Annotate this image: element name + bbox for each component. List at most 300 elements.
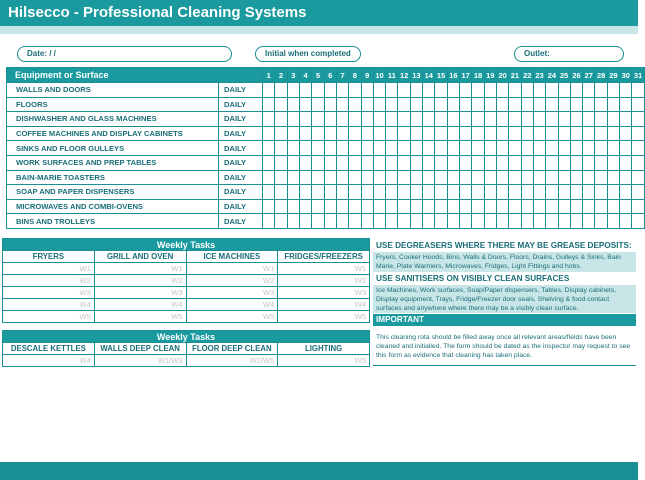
initial-cell[interactable] (299, 214, 311, 229)
initial-cell[interactable] (447, 185, 459, 200)
initial-cell[interactable] (410, 112, 422, 127)
initial-cell[interactable] (620, 170, 632, 185)
initial-cell[interactable] (398, 185, 410, 200)
initial-cell[interactable] (361, 141, 373, 156)
initial-cell[interactable] (361, 112, 373, 127)
initial-cell[interactable] (496, 83, 508, 98)
initial-cell[interactable] (632, 214, 644, 229)
initial-cell[interactable] (312, 141, 324, 156)
initial-cell[interactable] (435, 112, 447, 127)
initial-cell[interactable] (496, 141, 508, 156)
initial-cell[interactable] (312, 214, 324, 229)
initial-cell[interactable] (361, 97, 373, 112)
initial-cell[interactable] (386, 83, 398, 98)
initial-cell[interactable] (607, 112, 619, 127)
initial-cell[interactable] (620, 214, 632, 229)
week-cell[interactable]: W3 (94, 287, 186, 299)
initial-cell[interactable] (423, 214, 435, 229)
week-cell[interactable]: W2 (94, 275, 186, 287)
initial-cell[interactable] (410, 170, 422, 185)
initial-cell[interactable] (349, 170, 361, 185)
initial-cell[interactable] (558, 112, 570, 127)
initial-cell[interactable] (496, 126, 508, 141)
initial-cell[interactable] (496, 155, 508, 170)
initial-cell[interactable] (533, 155, 545, 170)
initial-cell[interactable] (349, 141, 361, 156)
initial-cell[interactable] (410, 214, 422, 229)
initial-cell[interactable] (460, 83, 472, 98)
initial-cell[interactable] (373, 112, 385, 127)
initial-cell[interactable] (509, 185, 521, 200)
initial-cell[interactable] (558, 170, 570, 185)
initial-cell[interactable] (583, 185, 595, 200)
initial-cell[interactable] (546, 170, 558, 185)
initial-cell[interactable] (312, 185, 324, 200)
initial-cell[interactable] (521, 214, 533, 229)
initial-cell[interactable] (299, 170, 311, 185)
initial-cell[interactable] (607, 97, 619, 112)
initial-cell[interactable] (496, 112, 508, 127)
week-cell[interactable]: W2/W5 (186, 355, 278, 367)
initial-cell[interactable] (607, 214, 619, 229)
initial-cell[interactable] (570, 112, 582, 127)
initial-cell[interactable] (620, 97, 632, 112)
initial-cell[interactable] (620, 199, 632, 214)
week-cell[interactable]: W1 (278, 263, 370, 275)
initial-cell[interactable] (558, 141, 570, 156)
initial-cell[interactable] (386, 97, 398, 112)
initial-cell[interactable] (349, 97, 361, 112)
initial-cell[interactable] (583, 155, 595, 170)
initial-cell[interactable] (570, 83, 582, 98)
initial-cell[interactable] (570, 170, 582, 185)
initial-cell[interactable] (299, 185, 311, 200)
initial-cell[interactable] (533, 97, 545, 112)
initial-cell[interactable] (509, 155, 521, 170)
initial-cell[interactable] (349, 199, 361, 214)
initial-cell[interactable] (287, 199, 299, 214)
initial-cell[interactable] (460, 97, 472, 112)
week-cell[interactable]: W5 (94, 311, 186, 323)
initial-cell[interactable] (607, 126, 619, 141)
initial-cell[interactable] (472, 199, 484, 214)
initial-cell[interactable] (423, 155, 435, 170)
initial-cell[interactable] (509, 141, 521, 156)
initial-cell[interactable] (447, 155, 459, 170)
initial-cell[interactable] (349, 126, 361, 141)
initial-cell[interactable] (435, 214, 447, 229)
initial-cell[interactable] (583, 97, 595, 112)
week-cell[interactable]: W3 (278, 287, 370, 299)
initial-cell[interactable] (607, 83, 619, 98)
initial-cell[interactable] (533, 112, 545, 127)
initial-cell[interactable] (533, 83, 545, 98)
initial-cell[interactable] (263, 199, 275, 214)
initial-cell[interactable] (398, 199, 410, 214)
initial-cell[interactable] (299, 141, 311, 156)
initial-cell[interactable] (373, 83, 385, 98)
week-cell[interactable]: W1 (3, 263, 95, 275)
initial-cell[interactable] (398, 97, 410, 112)
initial-cell[interactable] (312, 155, 324, 170)
initial-cell[interactable] (521, 126, 533, 141)
initial-cell[interactable] (472, 141, 484, 156)
initial-cell[interactable] (472, 185, 484, 200)
date-field[interactable]: Date: / / (17, 46, 232, 62)
initial-cell[interactable] (423, 185, 435, 200)
initial-cell[interactable] (583, 126, 595, 141)
initial-cell[interactable] (558, 126, 570, 141)
initial-cell[interactable] (435, 155, 447, 170)
initial-cell[interactable] (447, 141, 459, 156)
initial-cell[interactable] (632, 185, 644, 200)
initial-cell[interactable] (546, 97, 558, 112)
initial-cell[interactable] (410, 199, 422, 214)
initial-cell[interactable] (312, 199, 324, 214)
initial-cell[interactable] (336, 214, 348, 229)
initial-cell[interactable] (287, 141, 299, 156)
initial-cell[interactable] (460, 170, 472, 185)
initial-cell[interactable] (632, 126, 644, 141)
initial-cell[interactable] (263, 112, 275, 127)
initial-cell[interactable] (484, 83, 496, 98)
initial-cell[interactable] (299, 126, 311, 141)
initial-cell[interactable] (386, 155, 398, 170)
initial-cell[interactable] (484, 97, 496, 112)
initial-cell[interactable] (410, 126, 422, 141)
initial-cell[interactable] (336, 97, 348, 112)
initial-cell[interactable] (632, 199, 644, 214)
week-cell[interactable]: W2 (278, 275, 370, 287)
initial-cell[interactable] (472, 126, 484, 141)
initial-cell[interactable] (447, 112, 459, 127)
initial-cell[interactable] (410, 141, 422, 156)
week-cell[interactable]: W4 (186, 299, 278, 311)
initial-cell[interactable] (484, 214, 496, 229)
initial-cell[interactable] (312, 83, 324, 98)
initial-cell[interactable] (263, 185, 275, 200)
initial-cell[interactable] (484, 126, 496, 141)
initial-cell[interactable] (558, 83, 570, 98)
initial-cell[interactable] (509, 199, 521, 214)
week-cell[interactable]: W4 (3, 355, 95, 367)
initial-cell[interactable] (324, 214, 336, 229)
initial-cell[interactable] (410, 83, 422, 98)
initial-cell[interactable] (287, 214, 299, 229)
initial-cell[interactable] (361, 170, 373, 185)
initial-cell[interactable] (607, 185, 619, 200)
initial-cell[interactable] (533, 185, 545, 200)
initial-cell[interactable] (373, 199, 385, 214)
initial-cell[interactable] (275, 126, 287, 141)
initial-cell[interactable] (583, 199, 595, 214)
initial-cell[interactable] (546, 126, 558, 141)
initial-cell[interactable] (509, 112, 521, 127)
initial-cell[interactable] (496, 170, 508, 185)
initial-cell[interactable] (496, 97, 508, 112)
initial-cell[interactable] (558, 199, 570, 214)
initial-cell[interactable] (349, 112, 361, 127)
initial-cell[interactable] (509, 214, 521, 229)
initial-cell[interactable] (263, 214, 275, 229)
initial-cell[interactable] (447, 170, 459, 185)
initial-cell[interactable] (349, 185, 361, 200)
initial-cell[interactable] (349, 83, 361, 98)
initial-cell[interactable] (583, 141, 595, 156)
initial-cell[interactable] (558, 214, 570, 229)
initial-cell[interactable] (620, 141, 632, 156)
initial-cell[interactable] (336, 112, 348, 127)
initial-cell[interactable] (595, 112, 607, 127)
initial-cell[interactable] (324, 170, 336, 185)
initial-cell[interactable] (336, 155, 348, 170)
initial-cell[interactable] (484, 155, 496, 170)
initial-cell[interactable] (287, 112, 299, 127)
initial-cell[interactable] (509, 83, 521, 98)
initial-cell[interactable] (533, 126, 545, 141)
initial-cell[interactable] (533, 199, 545, 214)
initial-cell[interactable] (423, 83, 435, 98)
initial-cell[interactable] (484, 199, 496, 214)
initial-cell[interactable] (373, 97, 385, 112)
initial-cell[interactable] (620, 155, 632, 170)
initial-cell[interactable] (275, 141, 287, 156)
initial-cell[interactable] (472, 83, 484, 98)
initial-cell[interactable] (447, 97, 459, 112)
initial-cell[interactable] (595, 97, 607, 112)
initial-cell[interactable] (386, 185, 398, 200)
initial-cell[interactable] (521, 199, 533, 214)
week-cell[interactable]: W2 (3, 275, 95, 287)
week-cell[interactable]: W4 (94, 299, 186, 311)
initial-cell[interactable] (509, 170, 521, 185)
initial-cell[interactable] (287, 185, 299, 200)
week-cell[interactable]: W5 (278, 355, 370, 367)
initial-cell[interactable] (620, 185, 632, 200)
initial-cell[interactable] (607, 199, 619, 214)
initial-cell[interactable] (521, 185, 533, 200)
initial-cell[interactable] (398, 126, 410, 141)
initial-cell[interactable] (324, 199, 336, 214)
initial-cell[interactable] (435, 83, 447, 98)
initial-cell[interactable] (447, 199, 459, 214)
initial-cell[interactable] (312, 126, 324, 141)
initial-cell[interactable] (472, 112, 484, 127)
initial-cell[interactable] (558, 185, 570, 200)
initial-cell[interactable] (447, 126, 459, 141)
initial-cell[interactable] (299, 97, 311, 112)
initial-cell[interactable] (398, 112, 410, 127)
initial-cell[interactable] (263, 155, 275, 170)
week-cell[interactable]: W4 (3, 299, 95, 311)
initial-cell[interactable] (410, 155, 422, 170)
week-cell[interactable]: W1/W3 (94, 355, 186, 367)
initial-cell[interactable] (521, 155, 533, 170)
initial-cell[interactable] (595, 126, 607, 141)
initial-cell[interactable] (336, 83, 348, 98)
initial-cell[interactable] (373, 214, 385, 229)
initial-cell[interactable] (398, 155, 410, 170)
initial-cell[interactable] (447, 214, 459, 229)
initial-cell[interactable] (632, 112, 644, 127)
initial-cell[interactable] (423, 170, 435, 185)
initial-cell[interactable] (546, 199, 558, 214)
initial-cell[interactable] (275, 83, 287, 98)
initial-cell[interactable] (275, 97, 287, 112)
initial-cell[interactable] (472, 97, 484, 112)
initial-cell[interactable] (435, 141, 447, 156)
initial-cell[interactable] (447, 83, 459, 98)
initial-cell[interactable] (324, 97, 336, 112)
initial-cell[interactable] (398, 141, 410, 156)
initial-cell[interactable] (423, 97, 435, 112)
initial-cell[interactable] (570, 199, 582, 214)
initial-cell[interactable] (336, 185, 348, 200)
initial-cell[interactable] (435, 126, 447, 141)
initial-cell[interactable] (570, 141, 582, 156)
initial-cell[interactable] (275, 155, 287, 170)
initial-cell[interactable] (546, 141, 558, 156)
initial-cell[interactable] (632, 170, 644, 185)
initial-cell[interactable] (435, 199, 447, 214)
initial-cell[interactable] (632, 97, 644, 112)
initial-cell[interactable] (398, 170, 410, 185)
initial-cell[interactable] (410, 185, 422, 200)
initial-cell[interactable] (533, 141, 545, 156)
initial-cell[interactable] (570, 97, 582, 112)
initial-cell[interactable] (472, 214, 484, 229)
initial-cell[interactable] (632, 155, 644, 170)
initial-cell[interactable] (324, 83, 336, 98)
initial-cell[interactable] (349, 155, 361, 170)
initial-cell[interactable] (287, 155, 299, 170)
initial-cell[interactable] (373, 126, 385, 141)
initial-cell[interactable] (546, 185, 558, 200)
initial-cell[interactable] (472, 170, 484, 185)
initial-cell[interactable] (546, 83, 558, 98)
week-cell[interactable]: W1 (94, 263, 186, 275)
week-cell[interactable]: W5 (278, 311, 370, 323)
initial-cell[interactable] (546, 155, 558, 170)
initial-cell[interactable] (299, 83, 311, 98)
initial-cell[interactable] (336, 199, 348, 214)
week-cell[interactable]: W3 (186, 287, 278, 299)
initial-cell[interactable] (484, 170, 496, 185)
initial-cell[interactable] (595, 170, 607, 185)
initial-cell[interactable] (324, 155, 336, 170)
week-cell[interactable]: W5 (186, 311, 278, 323)
initial-cell[interactable] (336, 170, 348, 185)
initial-cell[interactable] (275, 199, 287, 214)
initial-cell[interactable] (460, 185, 472, 200)
initial-cell[interactable] (287, 170, 299, 185)
initial-cell[interactable] (263, 97, 275, 112)
initial-cell[interactable] (435, 97, 447, 112)
initial-cell[interactable] (583, 214, 595, 229)
initial-cell[interactable] (632, 141, 644, 156)
initial-cell[interactable] (324, 141, 336, 156)
initial-cell[interactable] (373, 170, 385, 185)
initial-cell[interactable] (410, 97, 422, 112)
initial-cell[interactable] (595, 155, 607, 170)
initial-cell[interactable] (460, 199, 472, 214)
initial-cell[interactable] (349, 214, 361, 229)
initial-cell[interactable] (386, 112, 398, 127)
initial-cell[interactable] (287, 97, 299, 112)
initial-cell[interactable] (620, 126, 632, 141)
initial-cell[interactable] (373, 155, 385, 170)
initial-cell[interactable] (263, 170, 275, 185)
initial-cell[interactable] (558, 97, 570, 112)
initial-cell[interactable] (460, 141, 472, 156)
initial-cell[interactable] (263, 126, 275, 141)
initial-cell[interactable] (558, 155, 570, 170)
initial-cell[interactable] (361, 155, 373, 170)
initial-cell[interactable] (607, 155, 619, 170)
initial-cell[interactable] (583, 83, 595, 98)
initial-cell[interactable] (324, 112, 336, 127)
initial-cell[interactable] (312, 112, 324, 127)
initial-cell[interactable] (398, 83, 410, 98)
initial-cell[interactable] (361, 214, 373, 229)
initial-cell[interactable] (595, 185, 607, 200)
initial-cell[interactable] (583, 170, 595, 185)
initial-cell[interactable] (607, 141, 619, 156)
week-cell[interactable]: W1 (186, 263, 278, 275)
initial-cell[interactable] (472, 155, 484, 170)
week-cell[interactable]: W3 (3, 287, 95, 299)
initial-cell[interactable] (386, 141, 398, 156)
initial-cell[interactable] (324, 185, 336, 200)
initial-cell[interactable] (496, 185, 508, 200)
initial-cell[interactable] (484, 112, 496, 127)
initial-cell[interactable] (521, 97, 533, 112)
initial-cell[interactable] (275, 214, 287, 229)
initial-cell[interactable] (275, 185, 287, 200)
initial-cell[interactable] (484, 185, 496, 200)
initial-cell[interactable] (460, 112, 472, 127)
initial-cell[interactable] (386, 126, 398, 141)
initial-cell[interactable] (263, 83, 275, 98)
initial-cell[interactable] (595, 199, 607, 214)
initial-cell[interactable] (423, 112, 435, 127)
initial-cell[interactable] (496, 199, 508, 214)
initial-cell[interactable] (570, 126, 582, 141)
initial-cell[interactable] (423, 126, 435, 141)
initial-cell[interactable] (361, 83, 373, 98)
initial-cell[interactable] (607, 170, 619, 185)
initial-cell[interactable] (570, 185, 582, 200)
initial-cell[interactable] (521, 112, 533, 127)
initial-cell[interactable] (583, 112, 595, 127)
initial-cell[interactable] (287, 83, 299, 98)
initial-cell[interactable] (336, 141, 348, 156)
initial-cell[interactable] (312, 97, 324, 112)
initial-cell[interactable] (324, 126, 336, 141)
initial-cell[interactable] (299, 155, 311, 170)
initial-cell[interactable] (496, 214, 508, 229)
initial-cell[interactable] (595, 141, 607, 156)
initial-cell[interactable] (460, 214, 472, 229)
initial-cell[interactable] (312, 170, 324, 185)
initial-cell[interactable] (275, 170, 287, 185)
week-cell[interactable]: W5 (3, 311, 95, 323)
initial-cell[interactable] (299, 199, 311, 214)
initial-cell[interactable] (275, 112, 287, 127)
initial-cell[interactable] (263, 141, 275, 156)
initial-cell[interactable] (386, 199, 398, 214)
initial-cell[interactable] (386, 214, 398, 229)
